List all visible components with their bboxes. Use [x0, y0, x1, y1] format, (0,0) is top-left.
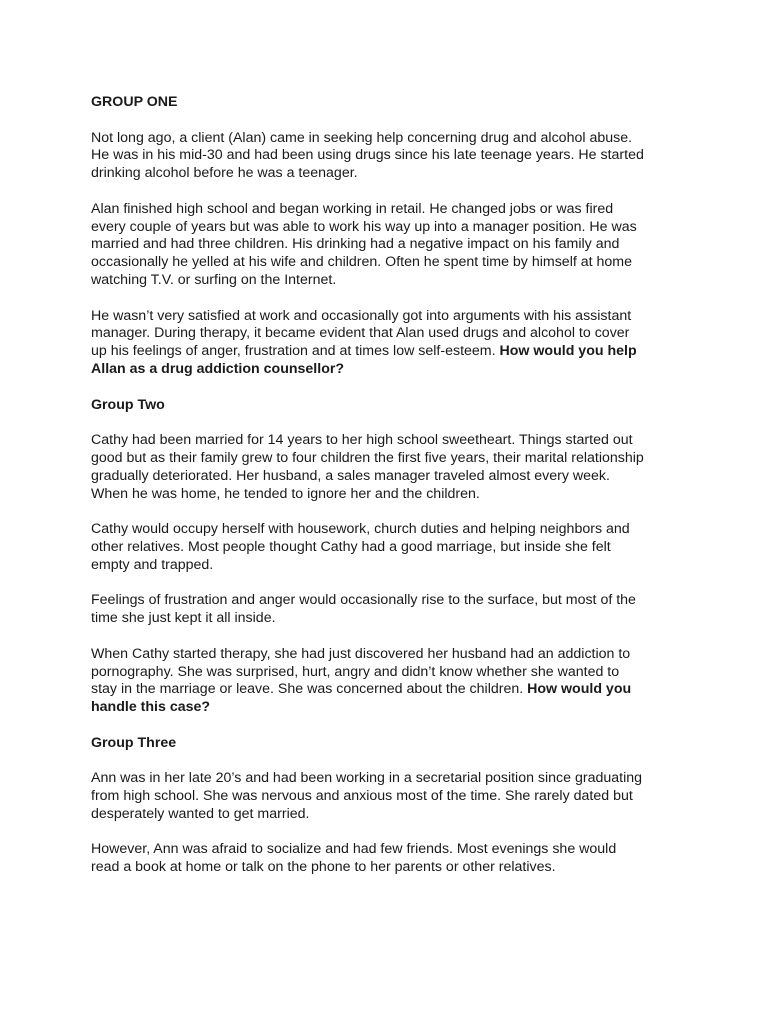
text-line: Cathy had been married for 14 years to her high school sweetheart. Things started out [91, 432, 633, 449]
text-line: read a book at home or talk on the phone to her parents or other relatives. [91, 859, 556, 876]
text-line: pornography. She was surprised, hurt, angry and didn’t know whether she wanted to [91, 663, 620, 680]
text-line: from high school. She was nervous and anxious most of the time. She rarely dated but [91, 788, 633, 805]
paragraph-group-two-4 [91, 646, 691, 717]
text-line: When Cathy started therapy, she had just discovered her husband had an addiction to [91, 645, 631, 662]
text-line: Feelings of frustration and anger would occasionally rise to the surface, but most of the [91, 592, 636, 609]
paragraph-group-one-1 [91, 130, 691, 183]
text-line: When he was home, he tended to ignore her and the children. [91, 485, 480, 502]
text-line [91, 681, 691, 699]
text-line: desperately wanted to get married. [91, 805, 310, 822]
text-run: stay in the marriage or leave. She was concerned about the children. [91, 681, 528, 698]
paragraph-group-one-3 [91, 308, 691, 379]
text-line: gradually deteriorated. Her husband, a sales manager traveled almost every week. [91, 467, 610, 484]
question-text: How would you help [499, 343, 637, 360]
text-line: Ann was in her late 20’s and had been working in a secretarial position since graduating [91, 770, 643, 787]
text-line: Alan finished high school and began working in retail. He changed jobs or was fired [91, 200, 614, 217]
text-line: other relatives. Most people thought Cathy had a good marriage, but inside she felt [91, 538, 611, 555]
text-line: Cathy would occupy herself with housework, church duties and helping neighbors and [91, 521, 630, 538]
text-line: good but as their family grew to four children the first five years, their marital relationship [91, 449, 644, 466]
paragraph-group-two-1 [91, 432, 691, 503]
question-text: How would you [527, 681, 632, 698]
paragraph-group-one-2 [91, 201, 691, 290]
section-heading-group-three: Group Three [91, 734, 177, 751]
text-line: empty and trapped. [91, 556, 214, 573]
document-page [91, 94, 691, 895]
text-line: He wasn’t very satisfied at work and occasionally got into arguments with his assistant [91, 307, 632, 324]
section-heading-group-two: Group Two [91, 396, 165, 413]
paragraph-group-three-1 [91, 770, 691, 823]
text-line: However, Ann was afraid to socialize and had few friends. Most evenings she would [91, 841, 617, 858]
text-line: drinking alcohol before he was a teenager. [91, 165, 358, 182]
text-line: manager. During therapy, it became evident that Alan used drugs and alcohol to cover [91, 325, 630, 342]
text-line: married and had three children. His drinking had a negative impact on his family and [91, 236, 620, 253]
question-text: Allan as a drug addiction counsellor? [91, 360, 345, 377]
text-line: He was in his mid-30 and had been using drugs since his late teenage years. He started [91, 147, 644, 164]
text-line: time she just kept it all inside. [91, 610, 276, 627]
text-line: every couple of years but was able to work his way up into a manager position. He was [91, 218, 637, 235]
text-line [91, 343, 691, 361]
paragraph-group-two-2 [91, 521, 691, 574]
paragraph-group-three-2 [91, 841, 691, 877]
text-line: occasionally he yelled at his wife and children. Often he spent time by himself at home [91, 254, 632, 271]
text-run: up his feelings of anger, frustration and at times low self-esteem. [91, 343, 500, 360]
paragraph-group-two-3 [91, 592, 691, 628]
question-text: handle this case? [91, 699, 211, 716]
text-line: watching T.V. or surfing on the Internet. [91, 271, 337, 288]
section-heading-group-one: GROUP ONE [91, 94, 178, 110]
text-line: Not long ago, a client (Alan) came in seeking help concerning drug and alcohol abuse. [91, 129, 633, 146]
